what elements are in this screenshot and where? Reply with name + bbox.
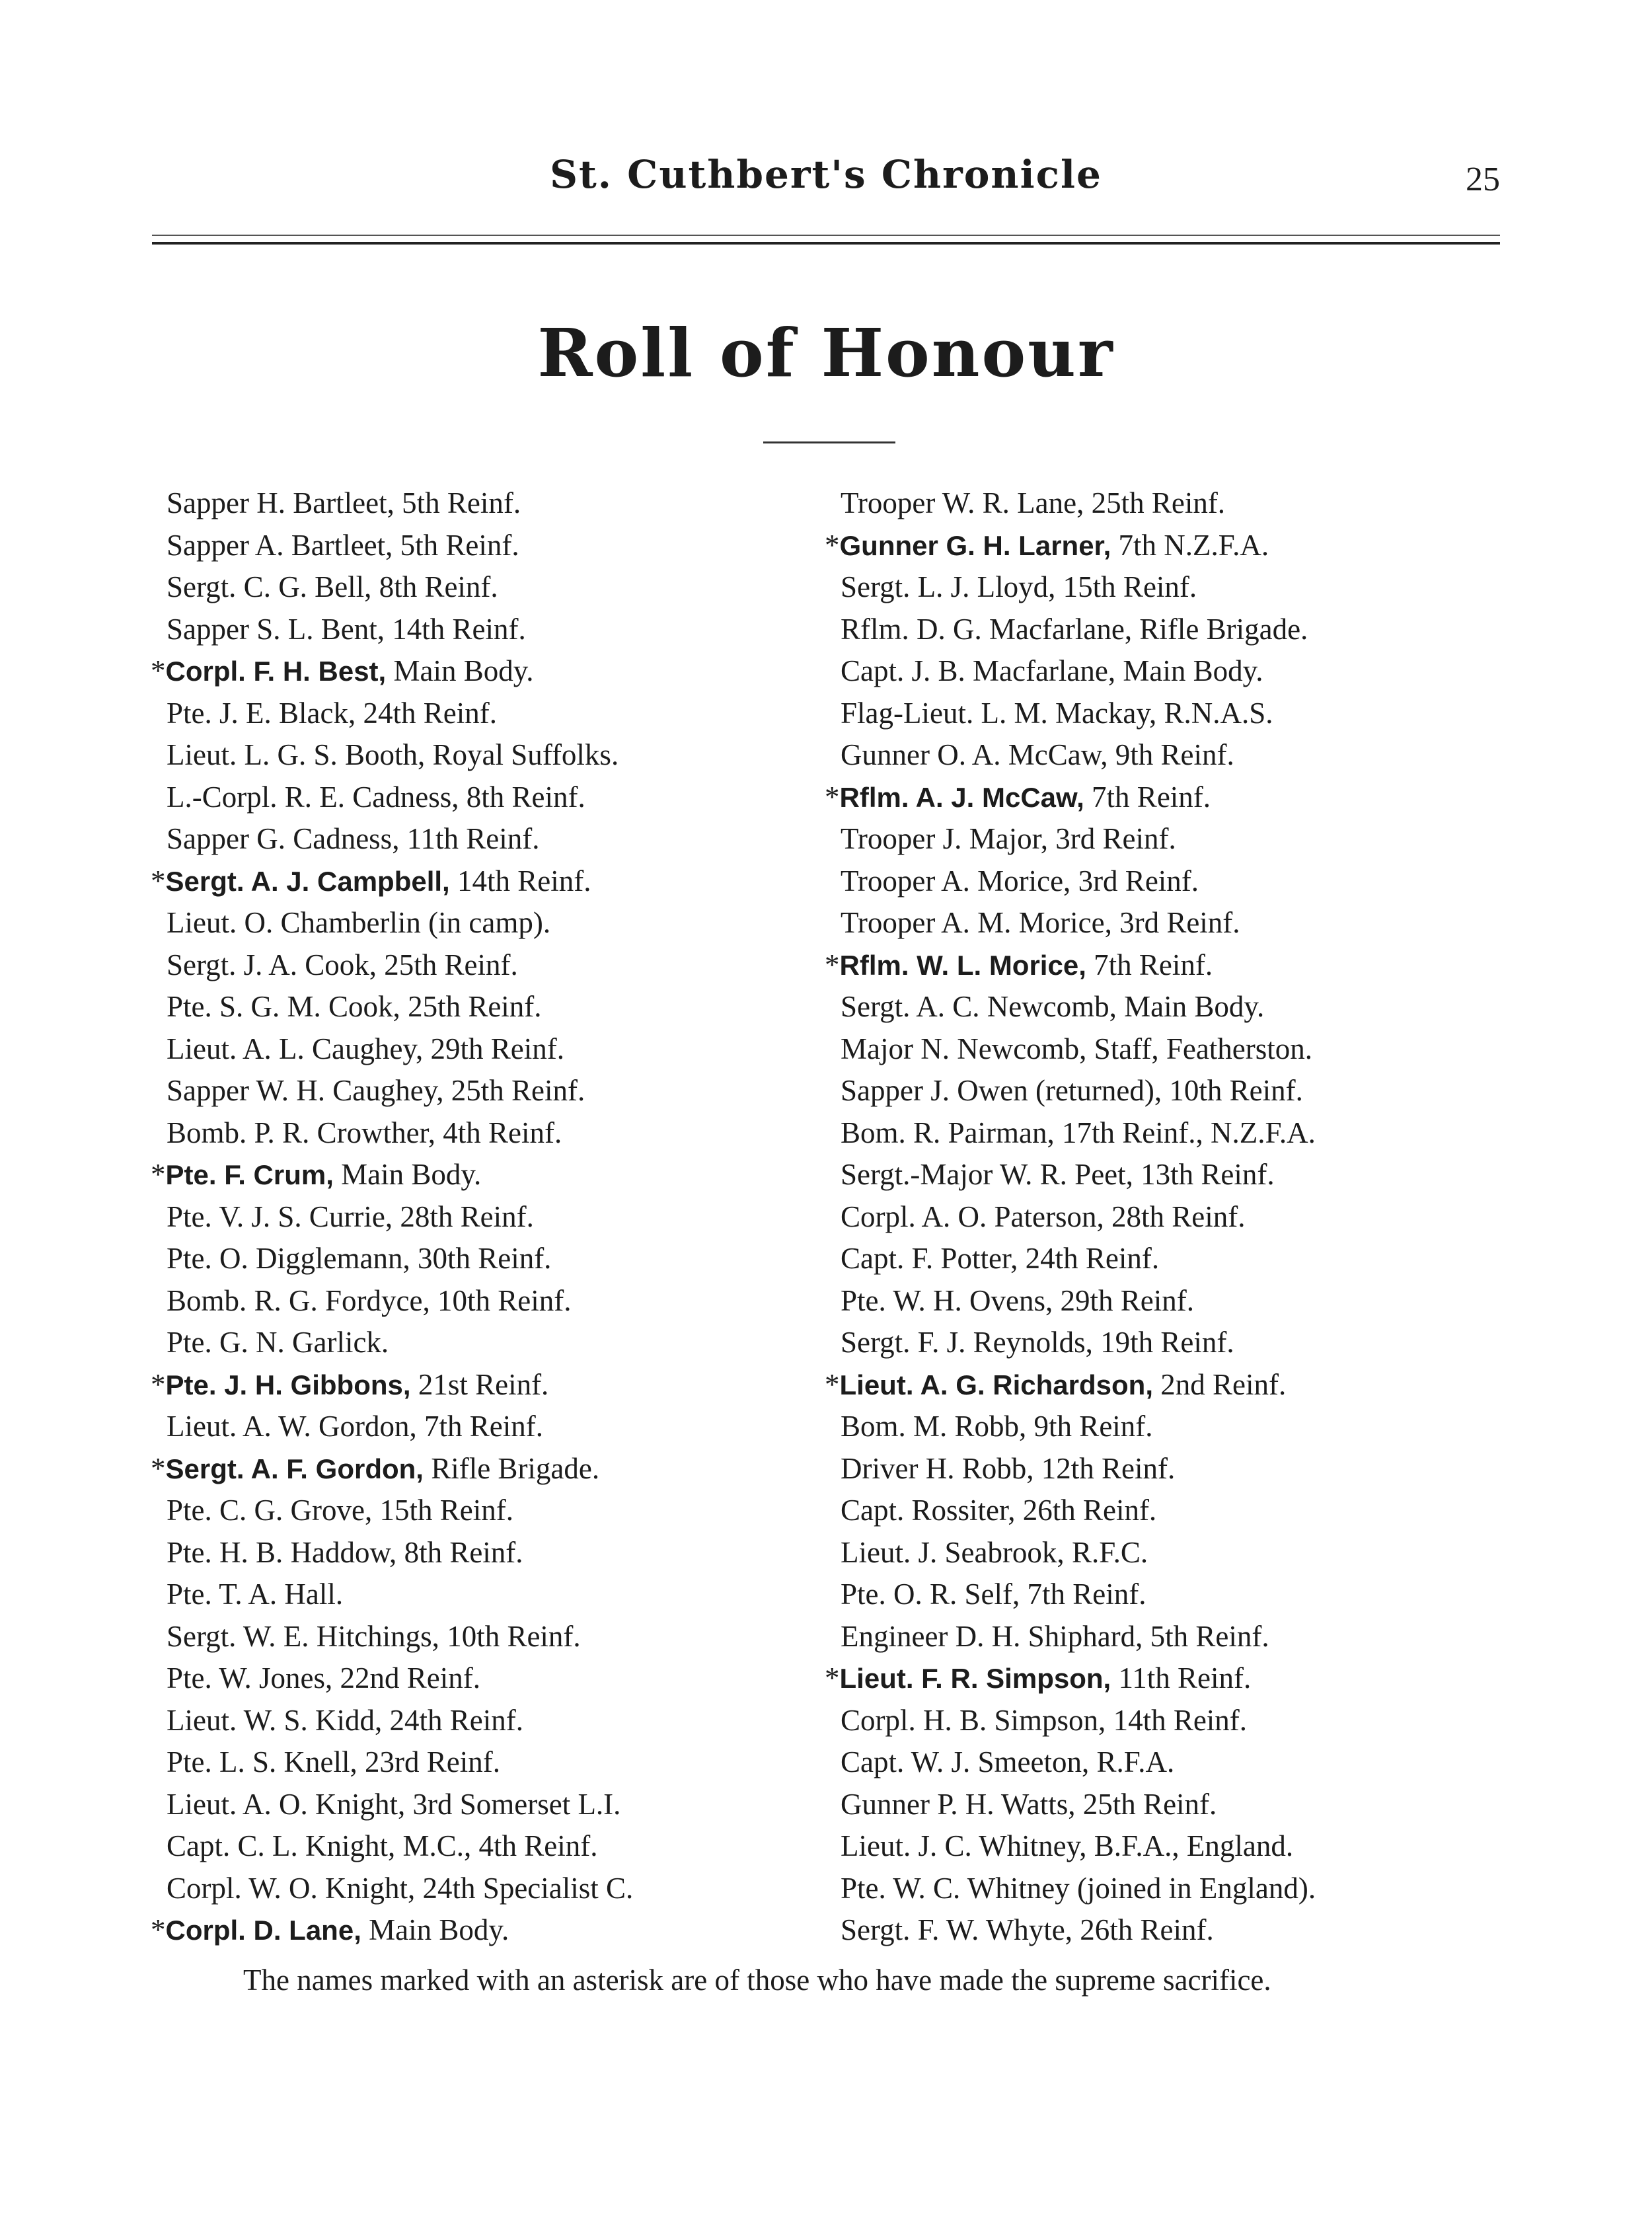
roll-entry-fallen: [151, 1364, 811, 1406]
unit: 25th Reinf.: [1075, 1787, 1217, 1821]
unit: Royal Suffolks.: [425, 738, 619, 771]
unit: Main Body.: [1116, 990, 1265, 1023]
unit: 7th Reinf.: [1084, 780, 1211, 814]
rank-and-name: Lieut. A. W. Gordon,: [167, 1410, 417, 1443]
rank-and-name: Corpl. D. Lane,: [165, 1915, 361, 1946]
unit: 24th Reinf.: [382, 1703, 524, 1737]
journal-title: St. Cuthbert's Chronicle: [550, 152, 1102, 197]
roll-entry: [825, 1028, 1519, 1071]
rank-and-name: Lieut. J. C. Whitney,: [841, 1829, 1087, 1862]
unit: 3rd Reinf.: [1111, 906, 1240, 939]
roll-entry: [151, 734, 811, 777]
roll-entry: [151, 1280, 811, 1322]
unit: 7th Reinf.: [1086, 948, 1213, 981]
rank-and-name: Trooper W. R. Lane,: [841, 486, 1084, 519]
unit: 25th Reinf.: [443, 1074, 585, 1107]
roll-entry: [151, 1070, 811, 1112]
unit: 11th Reinf.: [399, 822, 540, 855]
roll-entry: [825, 986, 1519, 1028]
unit: Staff, Featherston.: [1086, 1032, 1313, 1065]
roll-entry: [151, 818, 811, 860]
unit: Rifle Brigade.: [1132, 612, 1308, 646]
rank-and-name: Sergt.-Major W. R. Peet,: [841, 1158, 1133, 1191]
unit: 4th Reinf.: [435, 1116, 562, 1149]
rank-and-name: Pte. G. N. Garlick.: [167, 1326, 389, 1359]
rank-and-name: Sapper S. L. Bent,: [167, 612, 385, 646]
roll-entry: [151, 1741, 811, 1784]
rank-and-name: Pte. J. E. Black,: [167, 696, 356, 730]
unit: 19th Reinf.: [1092, 1326, 1234, 1359]
roll-entry: [825, 609, 1519, 651]
roll-entry-fallen: [825, 525, 1519, 567]
roll-entry: [151, 566, 811, 609]
unit: 26th Reinf.: [1015, 1494, 1157, 1527]
rank-and-name: Trooper A. Morice,: [841, 864, 1071, 897]
asterisk-marker: *: [151, 1158, 166, 1191]
roll-entry: [151, 1825, 811, 1868]
rank-and-name: Sergt. W. E. Hitchings,: [167, 1619, 439, 1653]
header-rule-thin: [152, 235, 1500, 236]
rank-and-name: Pte. W. C. Whitney: [841, 1871, 1070, 1905]
unit: 9th Reinf.: [1026, 1410, 1153, 1443]
rank-and-name: Bom. M. Robb,: [841, 1410, 1027, 1443]
roll-entry: [825, 1700, 1519, 1742]
running-head: [152, 152, 1500, 231]
unit: 8th Reinf.: [459, 780, 585, 814]
roll-entry: [151, 482, 811, 525]
unit: 24th Reinf.: [356, 696, 497, 730]
roll-entry: [151, 1574, 811, 1616]
rank-and-name: Pte. H. B. Haddow,: [167, 1535, 397, 1569]
unit: 9th Reinf.: [1108, 738, 1234, 771]
rank-and-name: Capt. Rossiter,: [841, 1494, 1016, 1527]
rank-and-name: Capt. W. J. Smeeton,: [841, 1745, 1090, 1778]
roll-entry: [151, 1532, 811, 1574]
unit: 14th Reinf.: [1106, 1703, 1248, 1737]
roll-entry-fallen: [151, 860, 811, 903]
rank-and-name: Sergt. F. J. Reynolds,: [841, 1326, 1093, 1359]
roll-entry: [825, 1280, 1519, 1322]
unit: 28th Reinf.: [1104, 1200, 1246, 1233]
rank-and-name: Flag-Lieut. L. M. Mackay,: [841, 696, 1157, 730]
rank-and-name: Bomb. P. R. Crowther,: [167, 1116, 435, 1149]
rank-and-name: Pte. L. S. Knell,: [167, 1745, 357, 1778]
page-number: 25: [1466, 161, 1500, 198]
roll-entry-fallen: [825, 777, 1519, 819]
unit: 5th Reinf.: [393, 528, 519, 562]
roll-entry: [151, 777, 811, 819]
unit: 7th Reinf.: [1020, 1578, 1146, 1611]
rank-and-name: Capt. C. L. Knight, M.C.,: [167, 1829, 472, 1862]
roll-entry: [151, 1784, 811, 1826]
asterisk-marker: *: [151, 654, 166, 687]
rank-and-name: Pte. S. G. M. Cook,: [167, 990, 400, 1023]
rank-and-name: Bom. R. Pairman,: [841, 1116, 1055, 1149]
unit: 8th Reinf.: [396, 1535, 523, 1569]
roll-entry: [825, 1154, 1519, 1196]
roll-right-column: [825, 482, 1519, 1952]
header-rule-thick: [152, 242, 1500, 245]
unit: 29th Reinf.: [423, 1032, 564, 1065]
rank-and-name: Lieut. F. R. Simpson,: [839, 1663, 1111, 1694]
unit: 11th Reinf.: [1111, 1661, 1252, 1695]
roll-left-column: [151, 482, 811, 1952]
roll-entry: [825, 1406, 1519, 1448]
unit: B.F.A., England.: [1086, 1829, 1294, 1862]
unit: 29th Reinf.: [1053, 1283, 1194, 1317]
asterisk-marker: *: [151, 1913, 166, 1946]
roll-entry: [825, 902, 1519, 944]
unit: R.N.A.S.: [1156, 696, 1273, 730]
rank-and-name: Engineer D. H. Shiphard,: [841, 1619, 1143, 1653]
section-title: Roll of Honour: [537, 314, 1115, 392]
rank-and-name: Lieut. L. G. S. Booth,: [167, 738, 426, 771]
rank-and-name: Lieut. A. O. Knight,: [167, 1787, 406, 1821]
roll-entry: [825, 1238, 1519, 1280]
rank-and-name: Rflm. A. J. McCaw,: [839, 781, 1084, 813]
asterisk-marker: *: [151, 864, 166, 897]
roll-entry: [825, 1196, 1519, 1239]
unit: 15th Reinf.: [372, 1494, 513, 1527]
rank-and-name: Major N. Newcomb,: [841, 1032, 1087, 1065]
unit: 14th Reinf.: [384, 612, 526, 646]
unit: 10th Reinf.: [1162, 1074, 1303, 1107]
roll-entry: [151, 1658, 811, 1700]
roll-entry: [151, 1616, 811, 1658]
asterisk-marker: *: [825, 528, 840, 562]
roll-entry: [151, 1196, 811, 1239]
roll-entry-fallen: [151, 1154, 811, 1196]
rank-and-name: Pte. T. A. Hall.: [167, 1578, 344, 1611]
roll-entry: [825, 1868, 1519, 1910]
roll-entry-fallen: [151, 650, 811, 693]
unit: 3rd Reinf.: [1048, 822, 1176, 855]
roll-entry-fallen: [825, 1658, 1519, 1700]
unit: 22nd Reinf.: [332, 1661, 481, 1695]
rank-and-name: Corpl. A. O. Paterson,: [841, 1200, 1104, 1233]
unit: 5th Reinf.: [394, 486, 521, 519]
rank-and-name: Sergt. L. J. Lloyd,: [841, 570, 1056, 603]
unit: Main Body.: [361, 1913, 509, 1946]
unit: Rifle Brigade.: [423, 1451, 600, 1485]
unit: 7th N.Z.F.A.: [1111, 528, 1269, 562]
unit: (in camp).: [420, 906, 551, 939]
rank-and-name: Lieut. A. L. Caughey,: [167, 1032, 424, 1065]
rank-and-name: Rflm. W. L. Morice,: [839, 949, 1086, 981]
rank-and-name: Gunner G. H. Larner,: [839, 529, 1111, 561]
unit: R.F.C.: [1064, 1535, 1148, 1569]
unit: 30th Reinf.: [410, 1242, 552, 1275]
unit: 7th Reinf.: [416, 1410, 543, 1443]
unit: 25th Reinf.: [1084, 486, 1226, 519]
asterisk-marker: *: [825, 1367, 840, 1401]
roll-entry: [825, 1322, 1519, 1364]
roll-entry: [825, 1532, 1519, 1574]
unit: 10th Reinf.: [430, 1283, 572, 1317]
rank-and-name: Pte. W. Jones,: [167, 1661, 333, 1695]
rank-and-name: Gunner P. H. Watts,: [841, 1787, 1076, 1821]
unit: 13th Reinf.: [1133, 1158, 1275, 1191]
roll-entry-fallen: [825, 1364, 1519, 1406]
title-underline: [763, 441, 895, 443]
roll-entry: [151, 1700, 811, 1742]
roll-entry: [151, 1028, 811, 1071]
rank-and-name: Sergt. A. C. Newcomb,: [841, 990, 1117, 1023]
unit: (joined in England).: [1069, 1871, 1316, 1905]
unit: 5th Reinf.: [1143, 1619, 1269, 1653]
asterisk-marker: *: [825, 780, 840, 814]
unit: Main Body.: [386, 654, 534, 687]
unit: 3rd Reinf.: [1070, 864, 1199, 897]
roll-entry: [151, 1322, 811, 1364]
roll-entry: [825, 482, 1519, 525]
roll-entry: [151, 525, 811, 567]
unit: 23rd Reinf.: [357, 1745, 500, 1778]
asterisk-marker: *: [825, 1661, 840, 1695]
roll-entry: [151, 1868, 811, 1910]
unit: 10th Reinf.: [439, 1619, 581, 1653]
unit: 26th Reinf.: [1072, 1913, 1214, 1946]
rank-and-name: Sapper A. Bartleet,: [167, 528, 393, 562]
rank-and-name: Lieut. W. S. Kidd,: [167, 1703, 383, 1737]
roll-entry: [825, 566, 1519, 609]
rank-and-name: Sapper H. Bartleet,: [167, 486, 394, 519]
unit: Main Body.: [1115, 654, 1263, 687]
roll-entry: [151, 944, 811, 987]
rank-and-name: Lieut. J. Seabrook,: [841, 1535, 1065, 1569]
rank-and-name: Sergt. A. F. Gordon,: [165, 1453, 424, 1484]
unit: Main Body.: [333, 1158, 482, 1191]
roll-entry: [825, 1070, 1519, 1112]
unit: 17th Reinf., N.Z.F.A.: [1054, 1116, 1316, 1149]
asterisk-marker: *: [825, 948, 840, 981]
unit: 15th Reinf.: [1055, 570, 1197, 603]
roll-entry: [825, 860, 1519, 903]
rank-and-name: Bomb. R. G. Fordyce,: [167, 1283, 430, 1317]
roll-entry: [825, 650, 1519, 693]
roll-entry: [825, 1825, 1519, 1868]
rank-and-name: Pte. F. Crum,: [165, 1159, 334, 1190]
unit: 25th Reinf.: [400, 990, 542, 1023]
roll-entry: [825, 818, 1519, 860]
rank-and-name: Sapper J. Owen (returned),: [841, 1074, 1162, 1107]
rank-and-name: Corpl. H. B. Simpson,: [841, 1703, 1106, 1737]
roll-entry: [825, 1784, 1519, 1826]
unit: R.F.A.: [1089, 1745, 1175, 1778]
roll-entry: [825, 1616, 1519, 1658]
footnote: The names marked with an asterisk are of those who have made the supreme sacrifice.: [243, 1964, 1271, 1997]
rank-and-name: Sergt. C. G. Bell,: [167, 570, 372, 603]
unit: 24th Reinf.: [1018, 1242, 1160, 1275]
roll-entry: [151, 1490, 811, 1532]
rank-and-name: Pte. J. H. Gibbons,: [165, 1369, 411, 1400]
roll-entry: [151, 986, 811, 1028]
unit: 14th Reinf.: [449, 864, 591, 897]
roll-entry: [825, 1448, 1519, 1490]
rank-and-name: Driver H. Robb,: [841, 1451, 1034, 1485]
unit: 28th Reinf.: [393, 1200, 534, 1233]
rank-and-name: Corpl. F. H. Best,: [165, 656, 387, 687]
roll-entry: [825, 693, 1519, 735]
rank-and-name: Sergt. A. J. Campbell,: [165, 865, 450, 897]
roll-entry-fallen: [151, 1448, 811, 1490]
rank-and-name: Pte. C. G. Grove,: [167, 1494, 373, 1527]
rank-and-name: Sapper W. H. Caughey,: [167, 1074, 444, 1107]
rank-and-name: Rflm. D. G. Macfarlane,: [841, 612, 1133, 646]
rank-and-name: Pte. V. J. S. Currie,: [167, 1200, 393, 1233]
rank-and-name: Gunner O. A. McCaw,: [841, 738, 1108, 771]
roll-entry: [151, 693, 811, 735]
unit: 12th Reinf.: [1033, 1451, 1176, 1485]
rank-and-name: Pte. W. H. Ovens,: [841, 1283, 1053, 1317]
unit: 25th Reinf.: [376, 948, 518, 981]
roll-entry: [825, 1909, 1519, 1952]
rank-and-name: L.-Corpl. R. E. Cadness,: [167, 780, 459, 814]
asterisk-marker: *: [151, 1451, 166, 1485]
unit: 21st Reinf.: [410, 1367, 549, 1401]
roll-entry: [151, 1238, 811, 1280]
rank-and-name: Lieut. A. G. Richardson,: [839, 1369, 1153, 1400]
roll-entry: [825, 1741, 1519, 1784]
unit: 4th Reinf.: [471, 1829, 598, 1862]
rank-and-name: Pte. O. R. Self,: [841, 1578, 1020, 1611]
rank-and-name: Lieut. O. Chamberlin: [167, 906, 421, 939]
rank-and-name: Trooper J. Major,: [841, 822, 1049, 855]
roll-entry-fallen: [825, 944, 1519, 987]
unit: 24th Specialist C.: [415, 1871, 634, 1905]
asterisk-marker: *: [151, 1367, 166, 1401]
rank-and-name: Capt. J. B. Macfarlane,: [841, 654, 1116, 687]
rank-and-name: Trooper A. M. Morice,: [841, 906, 1112, 939]
roll-entry: [825, 734, 1519, 777]
roll-entry: [825, 1490, 1519, 1532]
unit: 8th Reinf.: [371, 570, 498, 603]
roll-entry: [151, 609, 811, 651]
unit: 3rd Somerset L.I.: [405, 1787, 621, 1821]
roll-entry-fallen: [151, 1909, 811, 1952]
rank-and-name: Sergt. F. W. Whyte,: [841, 1913, 1073, 1946]
roll-entry: [151, 1112, 811, 1155]
roll-entry: [151, 902, 811, 944]
rank-and-name: Capt. F. Potter,: [841, 1242, 1018, 1275]
rank-and-name: Sapper G. Cadness,: [167, 822, 400, 855]
unit: 2nd Reinf.: [1153, 1367, 1287, 1401]
roll-entry: [825, 1574, 1519, 1616]
roll-entry: [151, 1406, 811, 1448]
rank-and-name: Sergt. J. A. Cook,: [167, 948, 377, 981]
roll-entry: [825, 1112, 1519, 1155]
rank-and-name: Pte. O. Digglemann,: [167, 1242, 410, 1275]
rank-and-name: Corpl. W. O. Knight,: [167, 1871, 416, 1905]
